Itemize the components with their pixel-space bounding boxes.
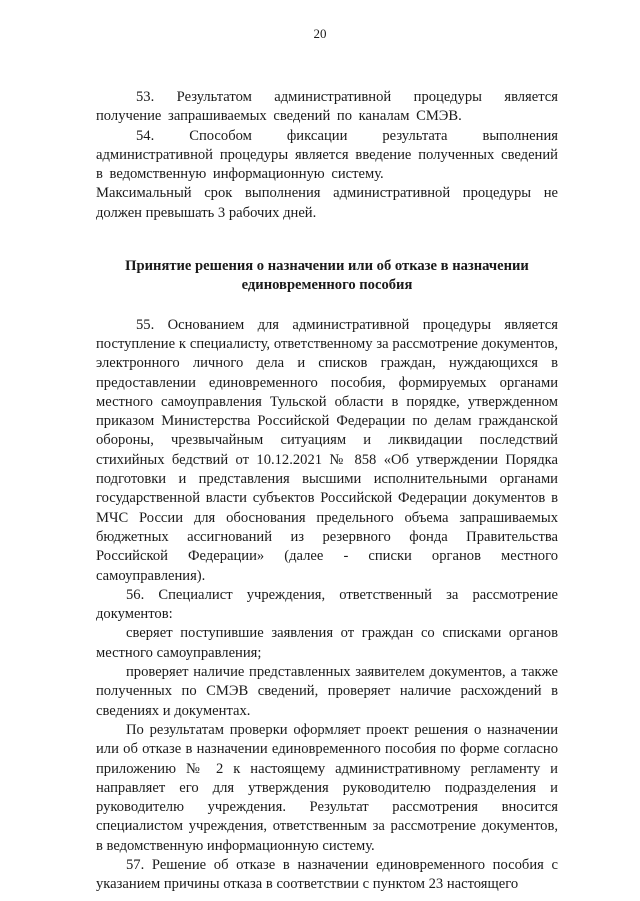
document-body [96,88,558,895]
page-number: 20 [313,26,327,41]
paragraph-56-reconcile: сверяет поступившие заявления от граждан со списками органов местного самоуправления; [96,625,558,661]
paragraph-57: 57. Решение об отказе в назначении единовременного пособия с указанием причины отказа в соответствии с пунктом 23 настоящего [96,856,558,893]
section-heading: Принятие решения о назначении или об отказе в назначении единовременного пособия [125,258,529,294]
paragraph-53: 53. Результатом административной процедуры является получение запрашиваемых сведений по каналам СМЭВ. [96,89,558,125]
paragraph-55: 55. Основанием для административной процедуры является поступление к специалисту, ответственному за рассмотрение документов, электронного личного дела и списков граждан, нуждающихся в предоставлении единовременного пособия, формируемых органами местного самоуправления Тульской области в порядке, утвержденном приказом Министерства Российской Федерации по делам гражданской обороны, чрезвычайным ситуациям и ликвидации последствий стихийных бедствий от 10.12.2021 № 858 «Об утверждении Порядка подготовки и представления высшими исполнительными органами государственной власти субъектов Российской Федерации документов в МЧС России для обоснования предельного объема запрашиваемых бюджетных ассигнований из резервного фонда Правительства Российской Федерации» (далее - списки органов местного самоуправления). [96,316,558,584]
paragraph-54: 54. Способом фиксации результата выполнения административной процедуры является введение полученных сведений в ведомственную информационную систему. [96,127,558,183]
paragraph-56-result: По результатам проверки оформляет проект решения о назначении или об отказе в назначении единовременного пособия по форме согласно приложению № 2 к настоящему административному регламенту и направляет его для утверждения руководителю подразделения и руководителю учреждения. Результат рассмотрения вносится специалистом учреждения, ответственным за рассмотрение документов, в ведомственную информационную систему. [96,721,558,854]
paragraph-56: 56. Специалист учреждения, ответственный за рассмотрение документов: [96,586,558,623]
paragraph-56-check: проверяет наличие представленных заявителем документов, а также полученных по СМЭВ сведений, проверяет наличие расхождений в сведениях и документах. [96,664,558,719]
paragraph-54-max-term: Максимальный срок выполнения административной процедуры не должен превышать 3 рабочих дней. [96,185,558,221]
